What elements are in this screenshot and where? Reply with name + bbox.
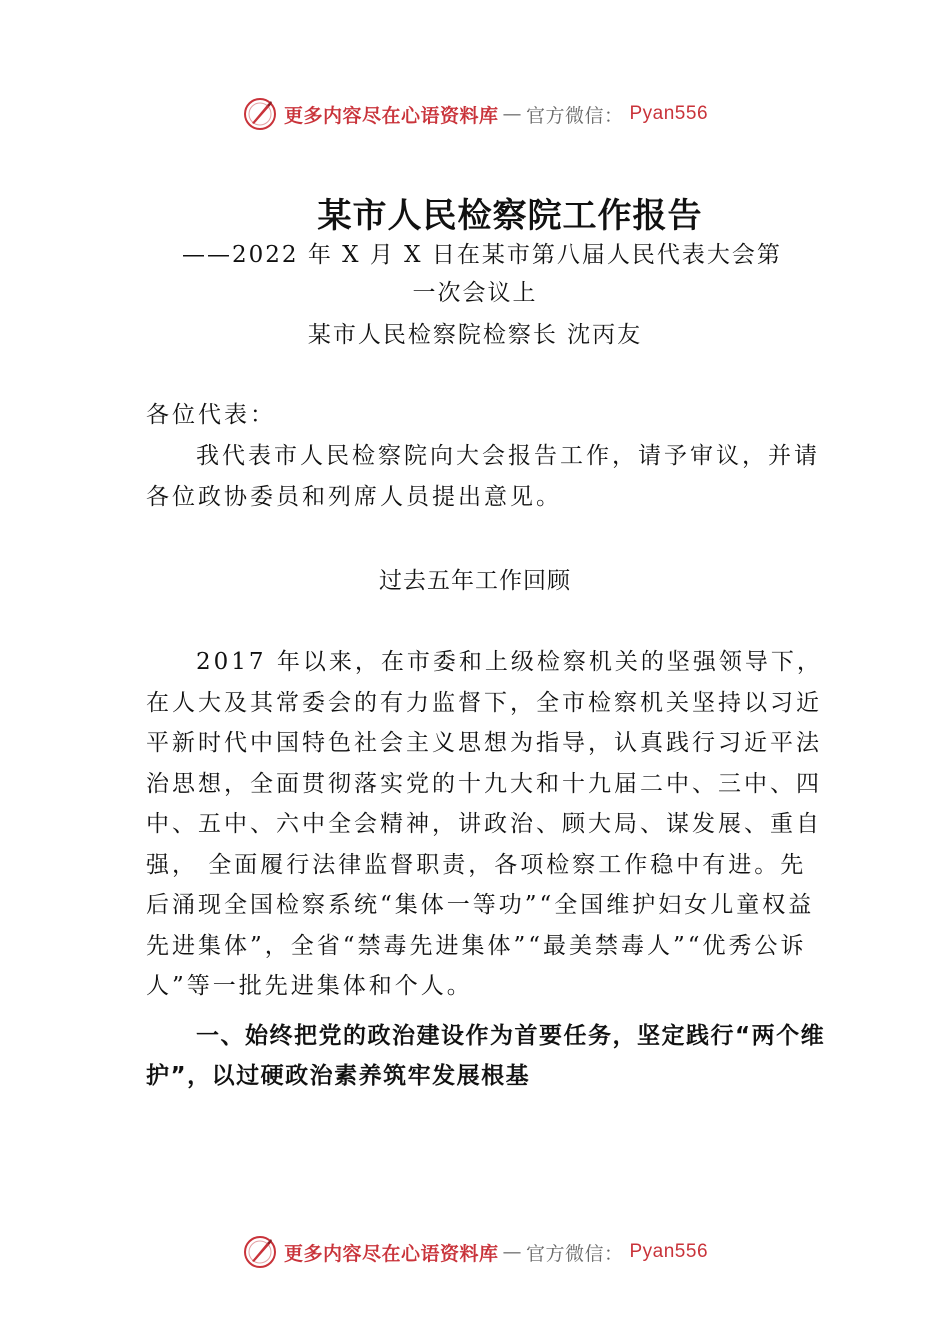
footer-watermark — [0, 1232, 950, 1272]
watermark-brand: 更多内容尽在心语资料库 — [283, 1242, 499, 1265]
quill-pen-circle-icon — [242, 96, 278, 132]
greeting: 各位代表： — [146, 402, 276, 428]
document-author: 某市人民检察院检察长 沈丙友 — [307, 322, 643, 348]
watermark-separator: — — [502, 103, 522, 125]
intro-paragraph: 我代表市人民检察院向大会报告工作，请予审议，并请各位政协委员和列席人员提出意见。 — [146, 443, 820, 510]
quill-pen-circle-icon — [242, 1234, 278, 1270]
watermark-official-label: 官方微信： — [525, 104, 624, 127]
review-paragraph: 2017 年以来，在市委和上级检察机关的坚强领导下，在人大及其常委会的有力监督下，全市检察机关坚持以习近平新时代中国特色社会主义思想为指导，认真践行习近平法治思想，全面贯彻落实党的十九大和十九届二中、三中、四中、五中、六中全会精神，讲政治、顾大局、谋发展、重自强， 全面履行法律监督职责，各项检察工作稳中有进。先后涌现全国检察系统“集体一等功”“全国维护妇女儿童权益先进集体”，全省“禁毒先进集体”“最美禁毒人”“优秀公诉人”等一批先进集体和个人。 — [146, 649, 823, 999]
section-title: 过去五年工作回顾 — [379, 568, 571, 594]
document-subtitle-line1: ——2022 年 X 月 X 日在某市第八届人民代表大会第 — [182, 242, 782, 268]
document-title: 某市人民检察院工作报告 — [317, 196, 703, 236]
section-heading-1: 一、始终把党的政治建设作为首要任务，坚定践行“两个维护”，以过硬政治素养筑牢发展根基 — [146, 1023, 826, 1089]
header-watermark — [0, 94, 950, 134]
watermark-separator: — — [502, 1241, 522, 1263]
document-subtitle-line2: 一次会议上 — [412, 280, 538, 306]
watermark-wechat-id: Pyan556 — [629, 1241, 709, 1262]
watermark-brand: 更多内容尽在心语资料库 — [283, 104, 499, 127]
watermark-official-label: 官方微信： — [525, 1242, 624, 1265]
watermark-wechat-id: Pyan556 — [629, 103, 709, 124]
